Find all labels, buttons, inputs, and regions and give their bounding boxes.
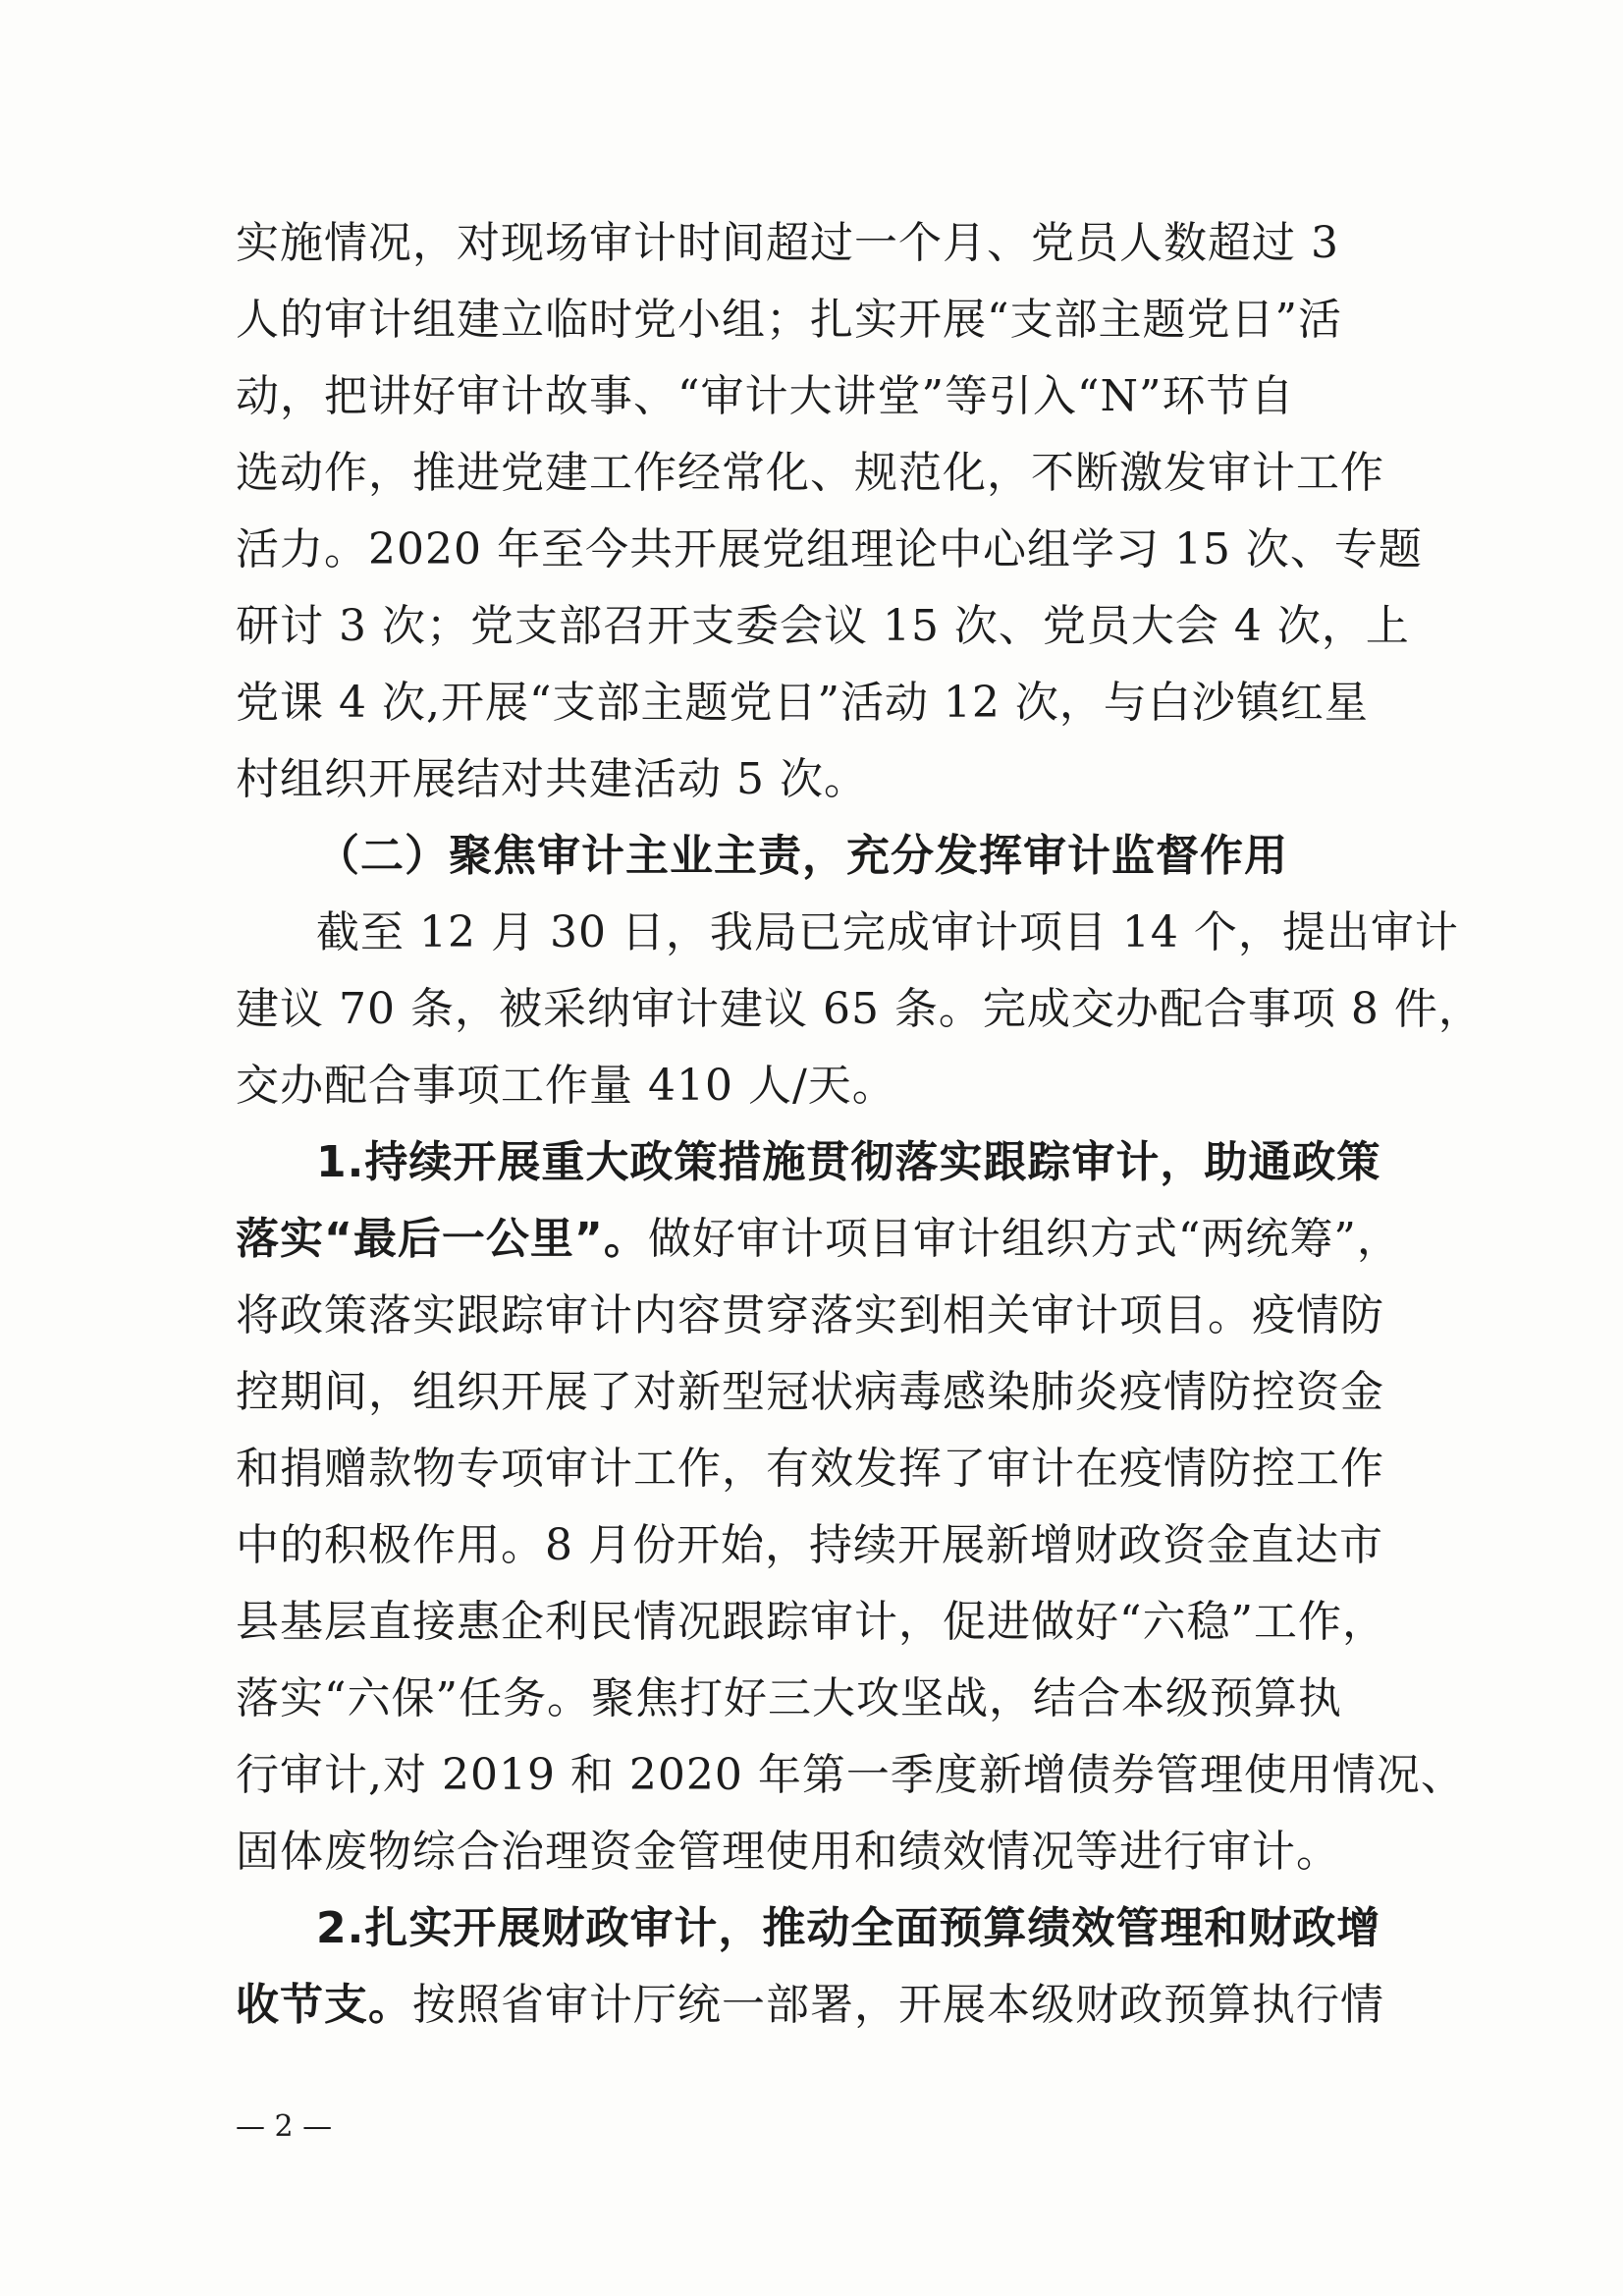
item1-line2: [236, 1214, 1401, 1265]
body-line: 人的审计组建立临时党小组；扎实开展“支部主题党日”活: [236, 295, 1342, 345]
summary-line: 截至 12 月 30 日，我局已完成审计项目 14 个，提出审计: [316, 907, 1459, 957]
body-line: 县基层直接惠企利民情况跟踪审计，促进做好“六稳”工作，: [236, 1597, 1386, 1647]
item1-heading: 1.持续开展重大政策措施贯彻落实跟踪审计，助通政策: [316, 1137, 1381, 1187]
body-line: 和捐赠款物专项审计工作，有效发挥了审计在疫情防控工作: [236, 1444, 1384, 1494]
item2-line2: [236, 1980, 1384, 2031]
body-line: 将政策落实跟踪审计内容贯穿落实到相关审计项目。疫情防: [236, 1290, 1384, 1340]
item2-text-start: 按照省审计厅统一部署，开展本级财政预算执行情: [412, 1980, 1384, 2030]
body-line: 动，把讲好审计故事、“审计大讲堂”等引入“N”环节自: [236, 371, 1295, 421]
body-line: 村组织开展结对共建活动 5 次。: [236, 754, 868, 804]
body-line: 实施情况，对现场审计时间超过一个月、党员人数超过 3: [236, 218, 1339, 268]
page-number: — 2 —: [236, 2109, 333, 2144]
body-line: 活力。2020 年至今共开展党组理论中心组学习 15 次、专题: [236, 524, 1423, 574]
body-line: 行审计,对 2019 和 2020 年第一季度新增债券管理使用情况、: [236, 1750, 1465, 1800]
body-line: 中的积极作用。8 月份开始，持续开展新增财政资金直达市: [236, 1520, 1383, 1570]
body-line: 落实“六保”任务。聚焦打好三大攻坚战，结合本级预算执: [236, 1673, 1342, 1723]
body-line: 控期间，组织开展了对新型冠状病毒感染肺炎疫情防控资金: [236, 1367, 1384, 1417]
body-line: 党课 4 次,开展“支部主题党日”活动 12 次，与白沙镇红星: [236, 678, 1369, 728]
body-line: 选动作，推进党建工作经常化、规范化，不断激发审计工作: [236, 448, 1384, 498]
item1-heading-end: 落实“最后一公里”。: [236, 1214, 648, 1264]
body-line: 研讨 3 次；党支部召开支委会议 15 次、党员大会 4 次，上: [236, 601, 1410, 651]
body-line: 固体废物综合治理资金管理使用和绩效情况等进行审计。: [236, 1827, 1340, 1877]
item2-heading-end: 收节支。: [236, 1980, 412, 2030]
item2-heading: 2.扎实开展财政审计，推动全面预算绩效管理和财政增: [316, 1903, 1381, 1953]
section-heading: （二）聚焦审计主业主责，充分发挥审计监督作用: [316, 831, 1288, 881]
summary-line: 交办配合事项工作量 410 人/天。: [236, 1061, 896, 1111]
summary-line: 建议 70 条，被采纳审计建议 65 条。完成交办配合事项 8 件，: [236, 984, 1483, 1034]
item1-text-start: 做好审计项目审计组织方式“两统筹”，: [647, 1214, 1401, 1264]
